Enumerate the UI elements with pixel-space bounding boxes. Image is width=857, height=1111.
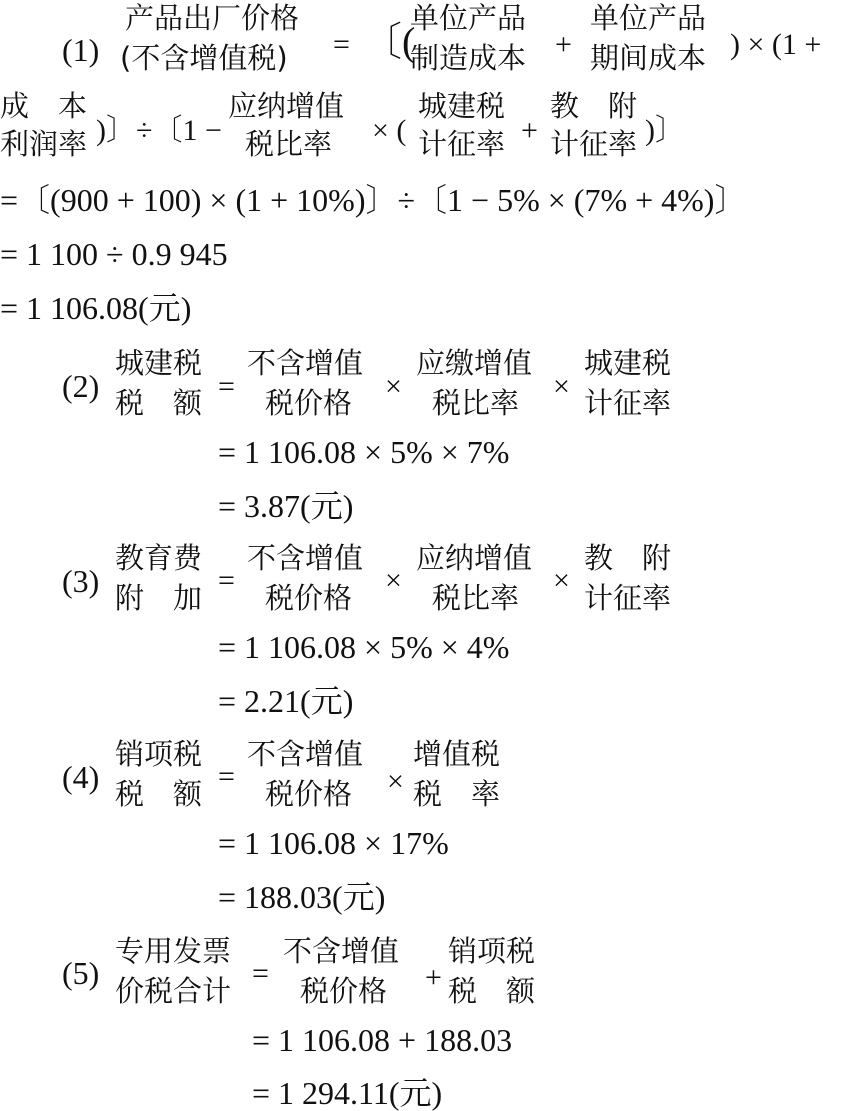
formula-term: 税价格 xyxy=(265,386,353,420)
operator-text: )〕 xyxy=(645,114,685,147)
formula-term: 专用发票 xyxy=(115,934,232,968)
calculation-line: = 1 106.08 × 17% xyxy=(218,825,449,861)
formula-term: 制造成本 xyxy=(410,41,527,75)
formula-term: 城建税 xyxy=(418,89,506,123)
calculation-line: = 1 106.08 × 5% × 7% xyxy=(218,434,510,470)
equals-sign: = xyxy=(218,760,235,793)
plus-sign: + xyxy=(425,961,442,994)
equals-sign: = xyxy=(252,957,269,990)
formula-term: 城建税 xyxy=(115,346,203,380)
formula-term: 产品出厂价格 xyxy=(125,1,300,35)
formula-term: 不含增值 xyxy=(247,346,364,380)
formula-term: 税 率 xyxy=(413,777,501,811)
formula-term: 单位产品 xyxy=(410,1,527,35)
formula-term: 税 额 xyxy=(115,386,203,420)
equals-sign: = xyxy=(333,28,350,61)
result-line: = 3.87(元) xyxy=(218,488,354,524)
formula-term: 教 附 xyxy=(550,89,638,123)
formula-term: 税比率 xyxy=(432,386,520,420)
calculation-line: =〔(900 + 100) × (1 + 10%)〕÷〔1 − 5% × (7% + 4%)〕 xyxy=(0,182,747,218)
calculation-line: = 1 100 ÷ 0.9 945 xyxy=(0,236,228,272)
plus-sign: + xyxy=(521,114,538,147)
operator-text: ) × (1 + xyxy=(730,28,822,61)
formula-term: 应缴增值 xyxy=(416,346,533,380)
item-number: (5) xyxy=(62,955,100,991)
formula-term: 税比率 xyxy=(432,581,520,615)
times-sign: × xyxy=(385,370,402,403)
operator-text: )〕÷〔1 − xyxy=(96,114,222,147)
bracket: 〔( xyxy=(362,19,416,64)
result-line: = 1 106.08(元) xyxy=(0,290,192,326)
formula-term: 不含增值 xyxy=(247,541,364,575)
formula-term: 计征率 xyxy=(584,581,672,615)
formula-term: 教育费 xyxy=(115,541,203,575)
formula-term: 教 附 xyxy=(584,541,672,575)
calculation-line: = 1 106.08 × 5% × 4% xyxy=(218,629,510,665)
formula-term: 单位产品 xyxy=(590,1,707,35)
formula-term: 销项税 xyxy=(448,934,536,968)
formula-term: (不含增值税) xyxy=(120,41,288,75)
formula-term: 税 额 xyxy=(115,777,203,811)
formula-term: 计征率 xyxy=(418,127,506,161)
operator-text: × ( xyxy=(372,114,407,147)
formula-term: 销项税 xyxy=(115,737,203,771)
times-sign: × xyxy=(387,765,404,798)
times-sign: × xyxy=(553,564,570,597)
formula-term: 计征率 xyxy=(584,386,672,420)
formula-term: 税价格 xyxy=(300,974,388,1008)
times-sign: × xyxy=(385,564,402,597)
formula-term: 附 加 xyxy=(115,581,203,615)
formula-term: 成 本 xyxy=(0,89,88,123)
formula-term: 税 额 xyxy=(448,974,536,1008)
item-number: (3) xyxy=(62,563,100,599)
formula-term: 价税合计 xyxy=(115,974,232,1008)
result-line: = 1 294.11(元) xyxy=(252,1075,443,1111)
times-sign: × xyxy=(553,370,570,403)
formula-term: 增值税 xyxy=(413,737,501,771)
result-line: = 188.03(元) xyxy=(218,879,386,915)
formula-term: 应纳增值 xyxy=(416,541,533,575)
item-number: (4) xyxy=(62,759,100,795)
result-line: = 2.21(元) xyxy=(218,683,354,719)
equals-sign: = xyxy=(218,564,235,597)
item-number: (1) xyxy=(62,32,100,68)
formula-term: 利润率 xyxy=(0,127,88,161)
formula-term: 应纳增值 xyxy=(228,89,345,123)
formula-term: 不含增值 xyxy=(283,934,400,968)
item-number: (2) xyxy=(62,368,100,404)
formula-term: 计征率 xyxy=(550,127,638,161)
equals-sign: = xyxy=(218,370,235,403)
formula-term: 税比率 xyxy=(245,127,333,161)
formula-term: 城建税 xyxy=(584,346,672,380)
formula-term: 期间成本 xyxy=(590,41,707,75)
formula-term: 税价格 xyxy=(265,777,353,811)
plus-sign: + xyxy=(555,28,572,61)
formula-term: 不含增值 xyxy=(247,737,364,771)
formula-term: 税价格 xyxy=(265,581,353,615)
calculation-line: = 1 106.08 + 188.03 xyxy=(252,1022,513,1058)
